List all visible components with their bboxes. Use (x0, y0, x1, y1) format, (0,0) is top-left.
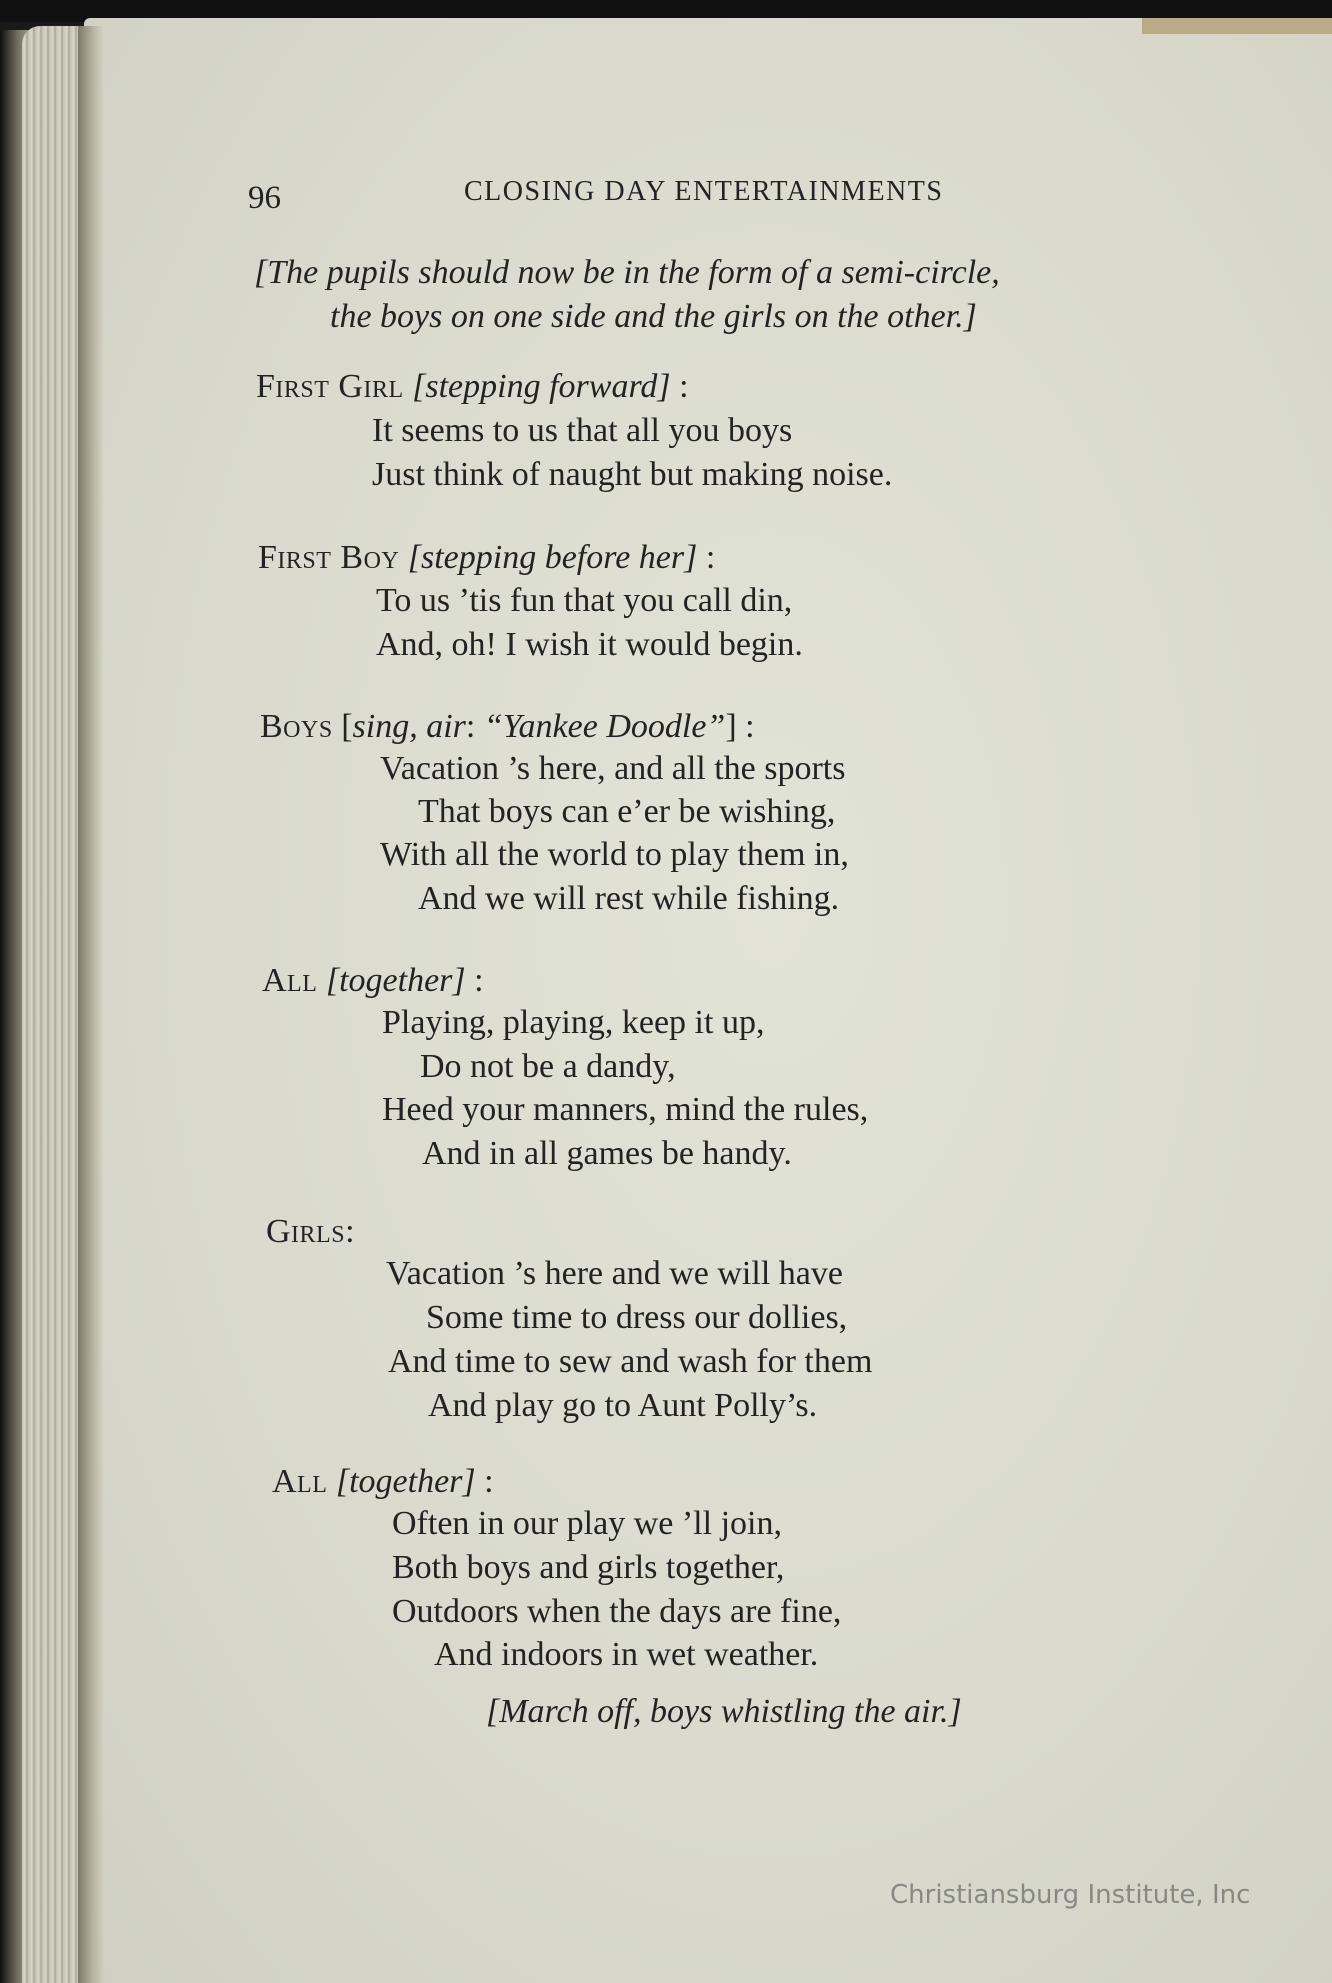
speaker-line-first-boy (258, 541, 715, 575)
verse-line: Both boys and girls together, (392, 1549, 785, 1586)
verse-line: With all the world to play them in, (380, 836, 849, 873)
speaker-colon: : (345, 1213, 355, 1250)
speaker-direction: [together] (325, 962, 466, 999)
speaker-name: Boys (260, 708, 333, 745)
page-corner-tab (1142, 18, 1332, 34)
verse-line: Playing, playing, keep it up, (382, 1004, 765, 1041)
direction-close-bracket: ] : (725, 708, 755, 745)
stage-direction-line-1: [The pupils should now be in the form of a semi-circle, (254, 254, 1000, 291)
speaker-direction: [stepping forward] (412, 368, 671, 405)
speaker-colon: : (705, 539, 716, 576)
speaker-colon: : (474, 962, 484, 999)
speaker-direction: [stepping before her] (407, 539, 698, 576)
verse-line: And time to sew and wash for them (388, 1343, 873, 1380)
verse-line: And, oh! I wish it would begin. (376, 626, 803, 663)
speaker-direction: [together] (335, 1463, 476, 1500)
speaker-direction: sing, air (352, 708, 466, 745)
verse-line: Vacation ’s here and we will have (386, 1255, 843, 1292)
direction-separator: : (465, 708, 484, 745)
page-number: 96 (248, 180, 281, 216)
page-header (248, 178, 1058, 222)
verse-line: Often in our play we ’ll join, (392, 1505, 782, 1542)
verse-line: Outdoors when the days are fine, (392, 1593, 842, 1630)
verse-line: And in all games be handy. (422, 1135, 792, 1172)
verse-line: To us ’tis fun that you call din, (376, 582, 793, 619)
speaker-colon: : (484, 1463, 494, 1500)
closing-stage-direction: [March off, boys whistling the air.] (486, 1693, 962, 1730)
verse-line: It seems to us that all you boys (372, 412, 793, 449)
verse-line: Do not be a dandy, (420, 1048, 676, 1085)
verse-line: Vacation ’s here, and all the sports (380, 750, 846, 787)
verse-line: Just think of naught but making noise. (372, 456, 893, 493)
direction-open-bracket: [ (341, 708, 353, 745)
speaker-name: All (262, 962, 318, 999)
speaker-line-girls (266, 1215, 355, 1249)
verse-line: And play go to Aunt Polly’s. (428, 1387, 818, 1424)
speaker-name: All (272, 1463, 328, 1500)
speaker-line-boys (260, 710, 755, 744)
speaker-name: First Boy (258, 539, 400, 576)
gutter-shadow (78, 26, 104, 1983)
verse-line: That boys can e’er be wishing, (418, 793, 836, 830)
verse-line: Some time to dress our dollies, (426, 1299, 848, 1336)
speaker-name: Girls (266, 1213, 346, 1250)
speaker-name: First Girl (256, 368, 404, 405)
stage-direction-line-2: the boys on one side and the girls on the other.] (330, 298, 977, 335)
verse-line: And indoors in wet weather. (434, 1636, 819, 1673)
verse-line: And we will rest while fishing. (418, 880, 840, 917)
running-head: CLOSING DAY ENTERTAINMENTS (464, 176, 944, 207)
speaker-line-all-2 (272, 1465, 494, 1499)
speaker-line-all (262, 964, 484, 998)
speaker-line-first-girl (256, 370, 689, 404)
tune-title: “Yankee Doodle” (483, 708, 726, 745)
verse-line: Heed your manners, mind the rules, (382, 1091, 869, 1128)
speaker-colon: : (679, 368, 689, 405)
watermark: Christiansburg Institute, Inc (890, 1880, 1251, 1910)
